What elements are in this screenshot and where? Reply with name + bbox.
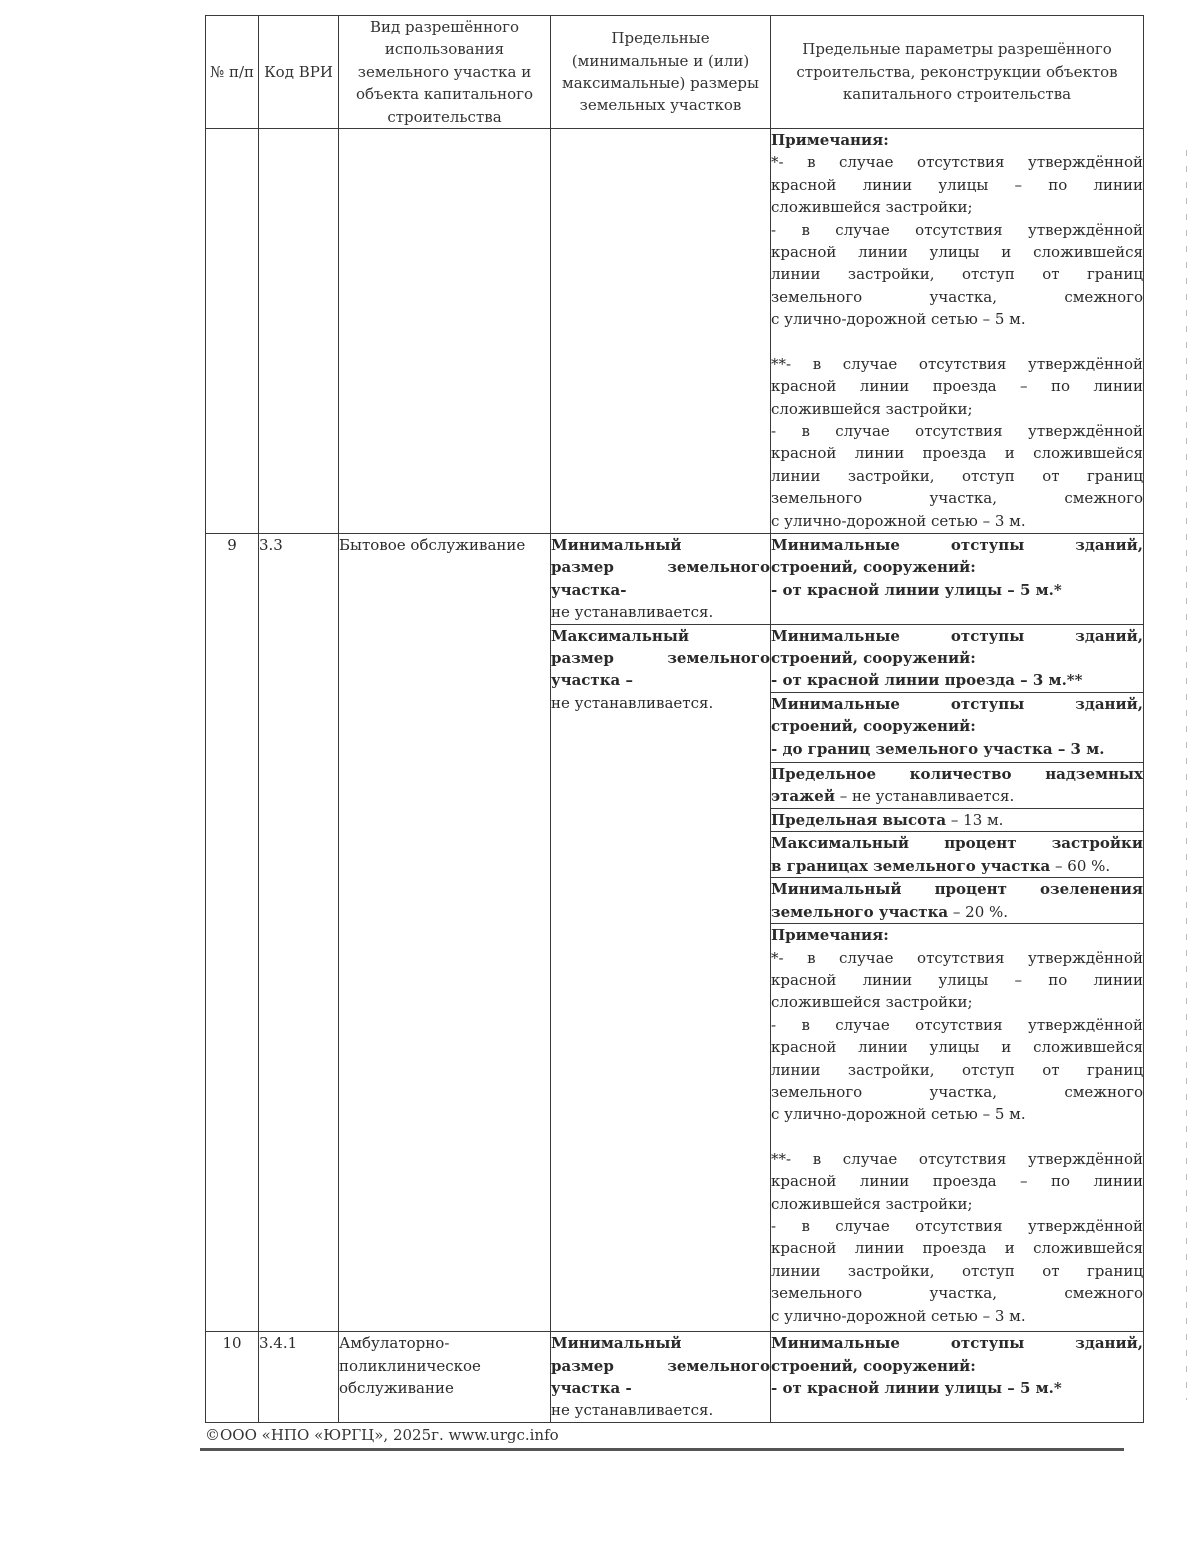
param-cell: Предельная высота – 13 м. <box>771 808 1144 831</box>
notes-cell: Примечания: *- в случае отсутствия утверждённой красной линии улицы – по линии сложившейся застройки; - в случае отсутствия утверждённой красной линии улицы и сложившейся линии застройки, отступ от границ земельного участка, смежного с улично-дорожной сетью – 5 м. **- в случае отсутствия утверждённой красной линии проезда – по линии сложившейся застройки; - в случае отсутствия утверждённой красной линии проезда и сложившейся линии застройки, отступ от границ земельного участка, смежного с улично-дорожной сетью – 3 м. <box>771 924 1144 1332</box>
param-cell: Минимальные отступы зданий, строений, сооружений: - от красной линии улицы – 5 м.* <box>771 1332 1144 1423</box>
header-params: Предельные параметры разрешённого строительства, реконструкции объектов капитального строительства <box>771 16 1144 129</box>
note-line: красной линии улицы – по линии <box>771 175 1143 194</box>
notes-title: Примечания: <box>771 131 889 150</box>
table-row-continuation <box>206 129 1144 534</box>
param-cell: Минимальный процент озеленения земельного участка – 20 %. <box>771 878 1144 924</box>
footer-divider <box>200 1448 1124 1451</box>
header-code: Код ВРИ <box>259 16 339 129</box>
note-line: линии застройки, отступ от границ <box>771 466 1143 485</box>
note-line: - в случае отсутствия утверждённой <box>771 421 1143 440</box>
note-line: *- в случае отсутствия утверждённой <box>771 153 1143 172</box>
note-line: земельного участка, смежного <box>771 489 1143 508</box>
notes-title: Примечания: <box>771 926 889 945</box>
notes-cell <box>771 129 1144 534</box>
param-cell: Минимальные отступы зданий, строений, сооружений: - от красной линии улицы – 5 м.* <box>771 534 1144 625</box>
header-kind: Вид разрешённого использования земельного участка и объекта капитального строительства <box>339 16 551 129</box>
row-number: 9 <box>206 534 259 1332</box>
cell-empty <box>259 129 339 534</box>
scan-edge-mark <box>1186 150 1187 1400</box>
table-row-9 <box>206 534 1144 625</box>
note-line: красной линии проезда и сложившейся <box>771 444 1143 463</box>
max-size-cell: Максимальный размер земельного участка – не устанавливается. <box>551 624 771 1331</box>
cell-empty <box>551 129 771 534</box>
row-use-name: Амбулаторно- поликлиническое обслуживание <box>339 1332 551 1423</box>
note-line: красной линии проезда – по линии <box>771 377 1143 396</box>
row-code: 3.3 <box>259 534 339 1332</box>
param-cell: Минимальные отступы зданий, строений, сооружений: - от красной линии проезда – 3 м.** <box>771 624 1144 692</box>
cell-empty <box>339 129 551 534</box>
note-line: - в случае отсутствия утверждённой <box>771 220 1143 239</box>
row-code: 3.4.1 <box>259 1332 339 1423</box>
note-line: линии застройки, отступ от границ <box>771 265 1143 284</box>
note-line: с улично-дорожной сетью – 3 м. <box>771 511 1026 530</box>
param-cell: Минимальные отступы зданий, строений, сооружений: - до границ земельного участка – 3 м. <box>771 692 1144 762</box>
header-sizes: Предельные (минимальные и (или) максимальные) размеры земельных участков <box>551 16 771 129</box>
table-row-10 <box>206 1332 1144 1423</box>
note-line: с улично-дорожной сетью – 5 м. <box>771 310 1026 329</box>
note-line: красной линии улицы и сложившейся <box>771 243 1143 262</box>
regulations-table <box>205 15 1144 1423</box>
param-cell: Предельное количество надземных этажей – не устанавливается. <box>771 762 1144 808</box>
min-size-cell: Минимальный размер земельного участка - не устанавливается. <box>551 1332 771 1423</box>
note-line: **- в случае отсутствия утверждённой <box>771 354 1143 373</box>
row-use-name: Бытовое обслуживание <box>339 534 551 1332</box>
page-footer: ©ООО «НПО «ЮРГЦ», 2025г. www.urgc.info <box>205 1426 559 1444</box>
table-header-row <box>206 16 1144 129</box>
cell-empty <box>206 129 259 534</box>
param-cell: Максимальный процент застройки в границах земельного участка – 60 %. <box>771 832 1144 878</box>
row-number: 10 <box>206 1332 259 1423</box>
note-line: земельного участка, смежного <box>771 287 1143 306</box>
note-line: сложившейся застройки; <box>771 399 973 418</box>
header-num: № п/п <box>206 16 259 129</box>
note-line: сложившейся застройки; <box>771 198 973 217</box>
min-size-cell: Минимальный размер земельного участка- не устанавливается. <box>551 534 771 625</box>
